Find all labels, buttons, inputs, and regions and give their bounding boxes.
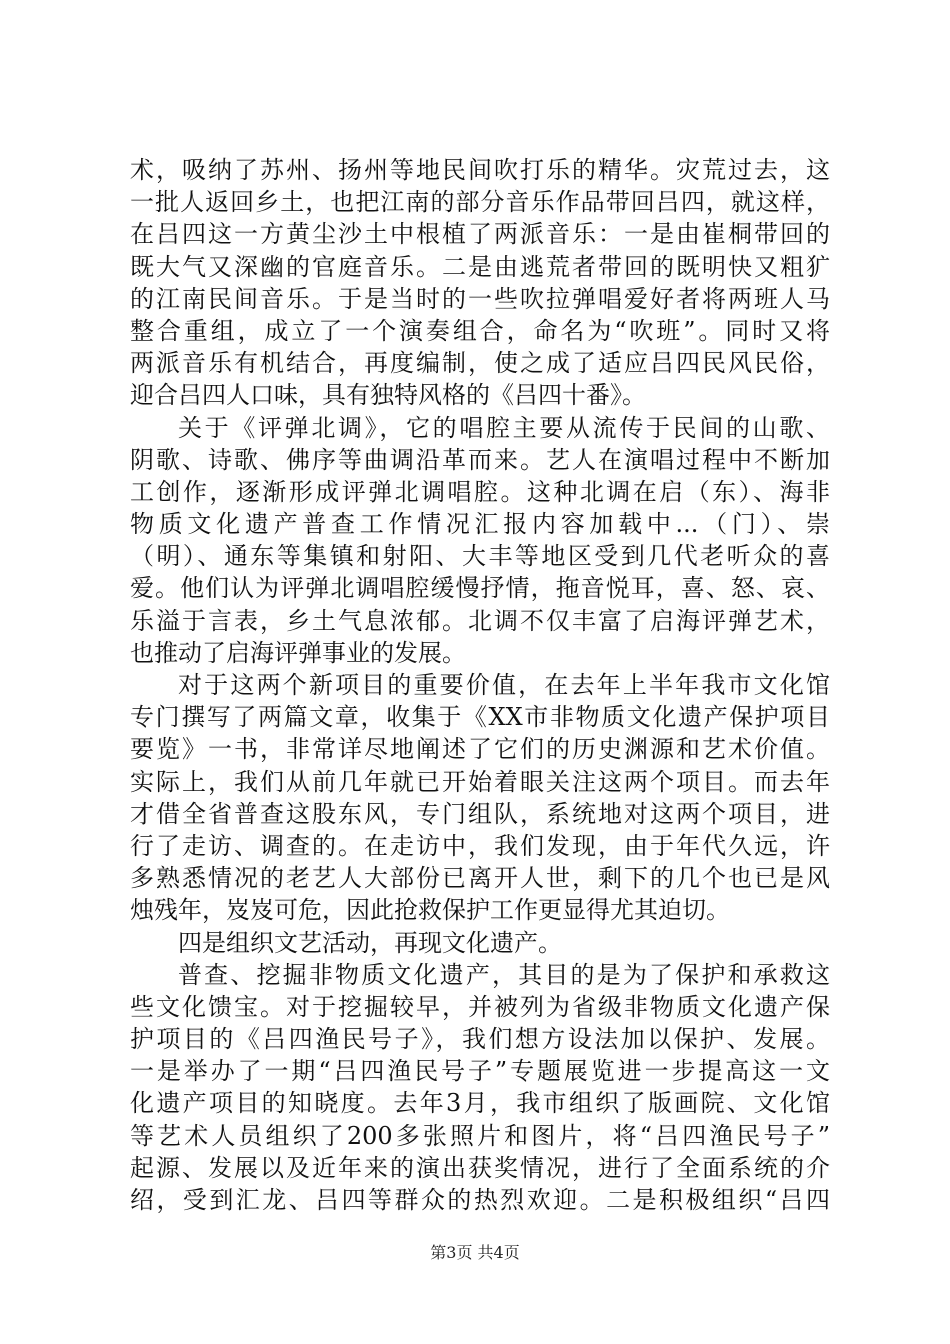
text-line: 些文化馈宝。对于挖掘较早，并被列为省级非物质文化遗产保	[130, 992, 830, 1021]
text-line: 起源、发展以及近年来的演出获奖情况，进行了全面系统的介	[130, 1153, 830, 1182]
text-line: 烛残年，岌岌可危，因此抢救保护工作更显得尤其迫切。	[130, 896, 730, 925]
text-line: 行了走访、调查的。在走访中，我们发现，由于年代久远，许	[130, 831, 830, 860]
text-line: 化遗产项目的知晓度。去年3月，我市组织了版画院、文化馆	[130, 1089, 830, 1118]
text-line: 的江南民间音乐。于是当时的一些吹拉弹唱爱好者将两班人马	[130, 284, 830, 313]
text-line: 物质文化遗产普查工作情况汇报内容加载中...（门）、崇	[130, 510, 830, 539]
text-line: 在吕四这一方黄尘沙土中根植了两派音乐：一是由崔桐带回的	[130, 220, 830, 249]
text-line: 专门撰写了两篇文章，收集于《XX市非物质文化遗产保护项目	[130, 703, 830, 732]
text-line: 普查、挖掘非物质文化遗产，其目的是为了保护和承救这	[178, 960, 830, 989]
text-line: 也推动了启海评弹事业的发展。	[130, 638, 466, 667]
text-line: 才借全省普查这股东风，专门组队，系统地对这两个项目，进	[130, 799, 830, 828]
text-line: 一是举办了一期“吕四渔民号子”专题展览进一步提高这一文	[130, 1057, 830, 1086]
text-line: 工创作，逐渐形成评弹北调唱腔。这种北调在启（东）、海非	[130, 477, 830, 506]
page-footer: 第3页 共4页	[430, 1243, 520, 1262]
text-line: 实际上，我们从前几年就已开始着眼关注这两个项目。而去年	[130, 767, 830, 796]
text-line: 关于《评弹北调》，它的唱腔主要从流传于民间的山歌、	[178, 413, 830, 442]
text-line: 等艺术人员组织了200多张照片和图片，将“吕四渔民号子”	[130, 1121, 830, 1150]
text-line: 四是组织文艺活动，再现文化遗产。	[178, 928, 562, 957]
body-text	[130, 154, 830, 1216]
text-line: 迎合吕四人口味，具有独特风格的《吕四十番》。	[130, 381, 646, 410]
text-line: 阴歌、诗歌、佛序等曲调沿革而来。艺人在演唱过程中不断加	[130, 445, 830, 474]
text-line: 乐溢于言表，乡土气息浓郁。北调不仅丰富了启海评弹艺术，	[130, 606, 830, 635]
text-line: 术，吸纳了苏州、扬州等地民间吹打乐的精华。灾荒过去，这	[130, 156, 830, 184]
text-line: 要览》一书，非常详尽地阐述了它们的历史渊源和艺术价值。	[130, 735, 830, 764]
text-line: （明）、通东等集镇和射阳、大丰等地区受到几代老听众的喜	[130, 542, 830, 571]
text-line: 对于这两个新项目的重要价值，在去年上半年我市文化馆	[178, 671, 830, 699]
text-line: 一批人返回乡土，也把江南的部分音乐作品带回吕四，就这样，	[130, 188, 830, 217]
text-line: 护项目的《吕四渔民号子》，我们想方设法加以保护、发展。	[130, 1025, 830, 1054]
text-line: 既大气又深幽的官庭音乐。二是由逃荒者带回的既明快又粗犷	[130, 252, 830, 281]
text-line: 两派音乐有机结合，再度编制，使之成了适应吕四民风民俗，	[130, 349, 830, 378]
text-line: 爱。他们认为评弹北调唱腔缓慢抒情，拖音悦耳，喜、怒、哀、	[130, 574, 830, 603]
text-line: 多熟悉情况的老艺人大部份已离开人世，剩下的几个也已是风	[130, 864, 830, 893]
text-line: 绍，受到汇龙、吕四等群众的热烈欢迎。二是积极组织“吕四	[130, 1186, 830, 1214]
text-line: 整合重组，成立了一个演奏组合，命名为“吹班”。同时又将	[130, 316, 830, 345]
